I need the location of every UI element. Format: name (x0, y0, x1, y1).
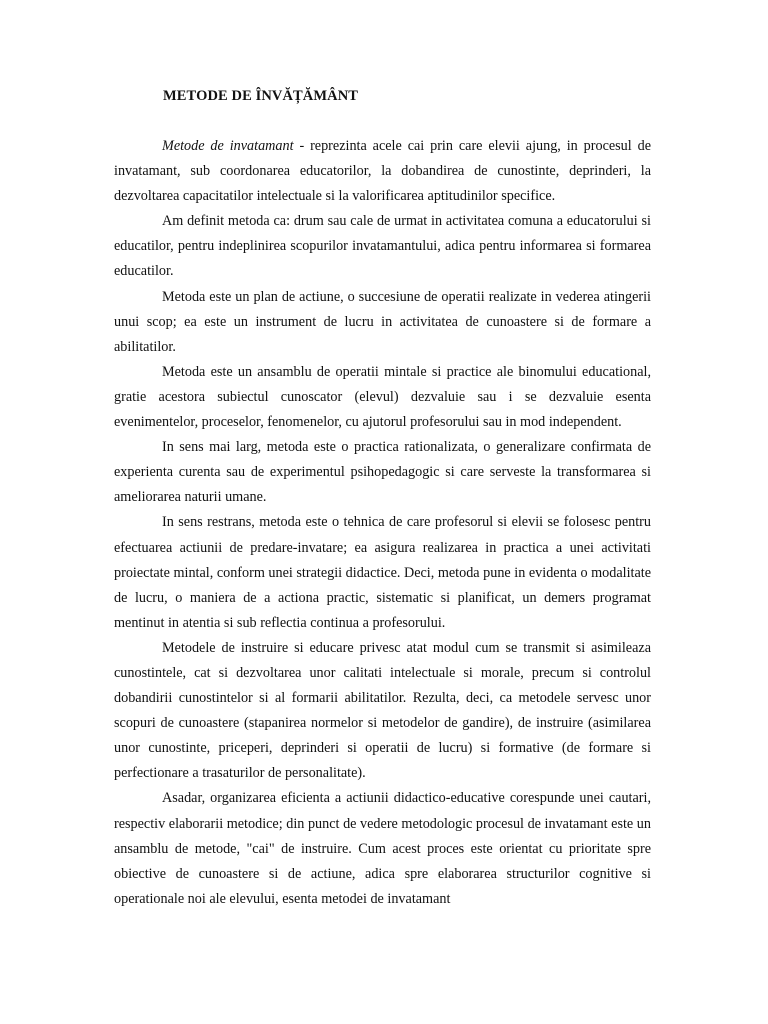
paragraph: Metoda este un plan de actiune, o succesiune de operatii realizate in vederea atingerii unui scop; ea este un instrument de lucru in activitatea de cunoastere si de formare a abilitatilor. (114, 288, 651, 355)
paragraph-lead-term: Metode de invatamant (162, 138, 294, 154)
paragraph: Am definit metoda ca: drum sau cale de urmat in activitatea comuna a educatorului si educatilor, pentru indeplinirea scopurilor invatamantului, adica pentru informarea si formarea educatilor. (114, 213, 651, 280)
paragraph-definition (114, 134, 651, 209)
paragraph: In sens mai larg, metoda este o practica rationalizata, o generalizare confirmata de experienta curenta sau de experimentul psihopedagogic si care serveste la transformarea si ameliorarea naturii umane. (114, 439, 651, 506)
paragraph-definition-text: - reprezinta acele cai prin care elevii ajung, in procesul de invatamant, sub coordonarea educatorilor, la dobandirea de cunostinte, deprinderi, la dezvoltarea capacitatilor intelectuale si la valorificarea aptitudinilor specifice. (114, 138, 651, 205)
document-body (114, 134, 651, 912)
paragraph: Metodele de instruire si educare privesc atat modul cum se transmit si asimileaza cunostintele, cat si dezvoltarea unor calitati intelectuale si morale, precum si controlul dobandirii cunostintelor si al formarii abilitatilor. Rezulta, deci, ca metodele servesc unor scopuri de cunoastere (stapanirea normelor si metodelor de gandire), de instruire (asimilarea unor cunostinte, priceperi, deprinderi si operatii de lucru) si formative (de formare si perfectionare a trasaturilor de personalitate). (114, 639, 651, 782)
paragraph: Asadar, organizarea eficienta a actiunii didactico-educative corespunde unei cautari, respectiv elaborarii metodice; din punct de vedere metodologic procesul de invatamant este un ansamblu de metode, "cai" de instruire. Cum acest proces este orientat cu prioritate spre obiective de cunoastere si de actiune, adica spre elaborarea structurilor cognitive si operationale noi ale elevului, esenta metodei de invatamant (114, 790, 651, 907)
document-title: METODE DE ÎNVĂȚĂMÂNT (163, 88, 359, 104)
paragraph: Metoda este un ansamblu de operatii mintale si practice ale binomului educational, gratie acestora subiectul cunoscator (elevul) dezvaluie sau i se dezvaluie esenta evenimentelor, proceselor, fenomenelor, cu ajutorul profesorului sau in mod independent. (114, 363, 651, 431)
paragraph: In sens restrans, metoda este o tehnica de care profesorul si elevii se folosesc pentru efectuarea actiunii de predare-invatare; ea asigura realizarea in practica a unei activitati proiectate mintal, conform unei strategii didactice. Deci, metoda pune in evidenta o modalitate de lucru, o maniera de a actiona practic, sistematic si planificat, un demers programat mentinut in atentia si sub reflectia continua a profesorului. (114, 514, 651, 631)
